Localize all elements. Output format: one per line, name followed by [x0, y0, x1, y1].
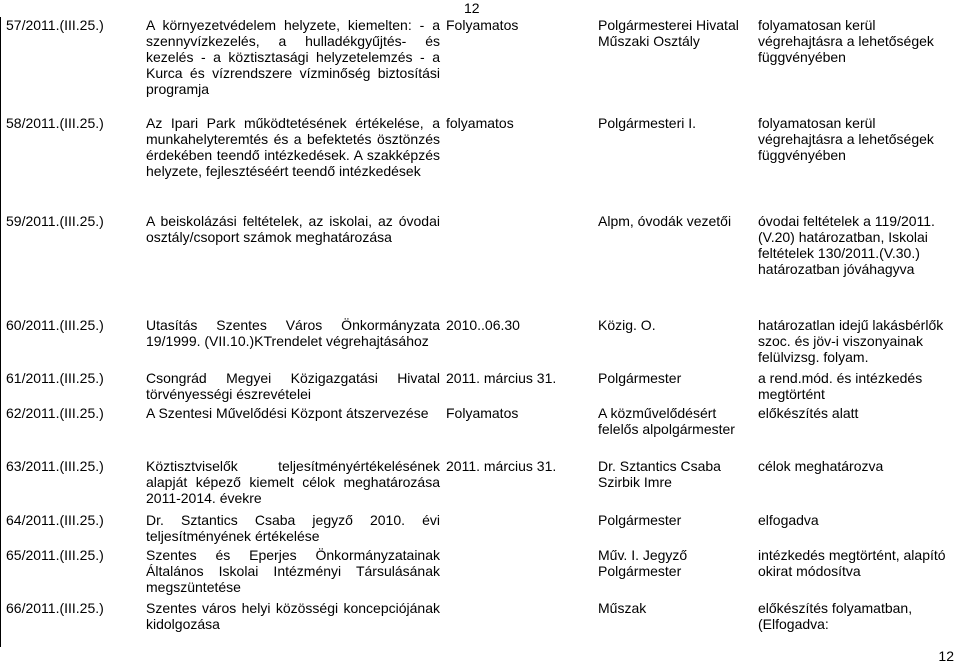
resolution-subject: Szentes és Eperjes Önkormányzatainak Általános Iskolai Intézményi Társulásának megszüntetése [146, 547, 440, 595]
resolution-status: óvodai feltételek a 119/2011.(V.20) határozatban, Iskolai feltételek 130/2011.(V.30.) határozatban jóváhagyva [758, 213, 935, 277]
resolution-responsible: Polgármester [598, 512, 682, 528]
table-row [0, 317, 960, 370]
resolution-responsible: Alpm, óvodák vezetői [598, 213, 732, 229]
resolution-deadline: 2011. március 31. [446, 370, 557, 386]
resolution-responsible: Műszak [598, 600, 647, 616]
resolution-deadline [446, 213, 598, 317]
resolution-subject: Köztisztviselők teljesítményértékelésének alapját képező kiemelt célok meghatározása 2011-2014. évekre [146, 458, 440, 506]
table-row [0, 458, 960, 512]
resolution-deadline: Folyamatos [446, 17, 519, 33]
table-row [0, 370, 960, 405]
resolution-status: a rend.mód. és intézkedés megtörtént [758, 370, 923, 402]
resolution-deadline [446, 547, 598, 600]
resolution-deadline [446, 512, 598, 547]
resolution-ref: 61/2011.(III.25.) [6, 370, 104, 386]
resolution-deadline [446, 600, 598, 640]
resolution-subject: A beiskolázási feltételek, az iskolai, az óvodai osztály/csoport számok meghatározása [146, 213, 440, 245]
resolution-responsible: Dr. Sztantics Csaba Szirbik Imre [598, 458, 721, 490]
resolution-deadline: folyamatos [446, 115, 514, 131]
resolution-responsible: Polgármesteri I. [598, 115, 697, 131]
resolution-responsible: Közig. O. [598, 317, 656, 333]
resolution-subject: A környezetvédelem helyzete, kiemelten: - a szennyvízkezelés, a hulladékgyűjtés- és kezelés - a köztisztasági helyzetelemzés - a Kurca és vízrendszere vízminőség biztosítási programja [146, 17, 440, 97]
resolution-ref: 64/2011.(III.25.) [6, 512, 104, 528]
resolution-status: folyamatosan kerül végrehajtásra a lehetőségek függvényében [758, 115, 934, 163]
resolution-ref: 60/2011.(III.25.) [6, 317, 104, 333]
resolution-status: határozatlan idejű lakásbérlők szoc. és jöv-i viszonyainak felülvizsg. folyam. [758, 317, 944, 365]
resolutions-table [0, 17, 960, 640]
resolution-responsible: A közművelődésért felelős alpolgármester [598, 405, 735, 437]
resolution-deadline: Folyamatos [446, 405, 519, 421]
table-row [0, 115, 960, 213]
resolution-status: előkészítés alatt [758, 405, 859, 421]
resolution-responsible: Polgármester [598, 370, 682, 386]
resolution-subject: Utasítás Szentes Város Önkormányzata 19/1999. (VII.10.)KTrendelet végrehajtásához [146, 317, 440, 349]
resolution-ref: 62/2011.(III.25.) [6, 405, 104, 421]
resolution-subject: Az Ipari Park működtetésének értékelése, a munkahelyteremtés és a befektetés ösztönzés érdekében teendő intézkedések. A szakképzés helyzete, fejlesztéséért teendő intézkedések [146, 115, 440, 179]
resolution-status: előkészítés folyamatban,(Elfogadva: [758, 600, 913, 632]
resolution-ref: 63/2011.(III.25.) [6, 458, 104, 474]
resolution-deadline: 2011. március 31. [446, 458, 557, 474]
resolution-ref: 57/2011.(III.25.) [6, 17, 104, 33]
table-row [0, 512, 960, 547]
resolution-ref: 66/2011.(III.25.) [6, 600, 104, 616]
table-row [0, 600, 960, 640]
table-row [0, 547, 960, 600]
resolution-subject: A Szentesi Művelődési Központ átszervezése [146, 405, 429, 421]
header-number: 12 [464, 0, 480, 16]
resolution-deadline: 2010..06.30 [446, 317, 520, 333]
resolution-status: folyamatosan kerül végrehajtásra a lehetőségek függvényében [758, 17, 934, 65]
resolution-status: intézkedés megtörtént, alapító okirat módosítva [758, 547, 946, 579]
resolution-subject: Szentes város helyi közösségi koncepciójának kidolgozása [146, 600, 440, 632]
resolution-ref: 65/2011.(III.25.) [6, 547, 104, 563]
resolution-subject: Dr. Sztantics Csaba jegyző 2010. évi teljesítményének értékelése [146, 512, 440, 544]
page-number: 12 [938, 648, 954, 664]
resolution-responsible: Műv. I. Jegyző Polgármester [598, 547, 688, 579]
resolution-status: célok meghatározva [758, 458, 884, 474]
table-row [0, 405, 960, 458]
resolution-subject: Csongrád Megyei Közigazgatási Hivatal törvényességi észrevételei [146, 370, 440, 402]
resolution-ref: 59/2011.(III.25.) [6, 213, 104, 229]
resolution-responsible: Polgármesterei Hivatal Műszaki Osztály [598, 17, 739, 49]
resolution-ref: 58/2011.(III.25.) [6, 115, 104, 131]
resolution-status: elfogadva [758, 512, 819, 528]
table-row [0, 17, 960, 115]
table-row [0, 213, 960, 317]
